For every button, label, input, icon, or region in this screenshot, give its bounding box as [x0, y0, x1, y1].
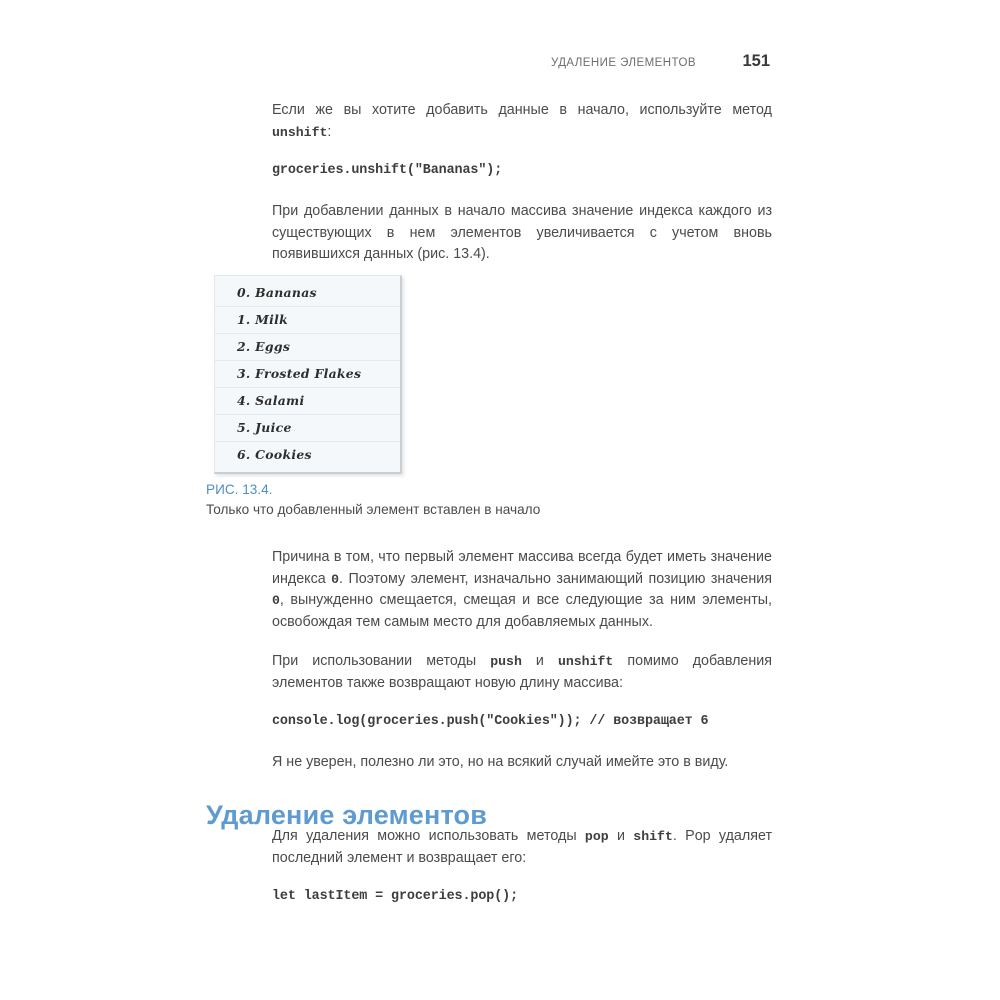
- code-block-unshift-bananas: groceries.unshift("Bananas");: [272, 163, 503, 178]
- paragraph-text-tail: помимо добавления элементов также возвращают новую длину массива:: [272, 653, 773, 691]
- inline-code-shift: shift: [633, 829, 673, 844]
- code-block-let-lastitem: let lastItem = groceries.pop();: [272, 889, 519, 904]
- paragraph-index-shift: При добавлении данных в начало массива значение индекса каждого из существующих в нем элементов увеличивается с учетом вновь появившихся данных (рис. 13.4).: [272, 203, 772, 262]
- paragraph-text: и: [521, 653, 558, 669]
- page-number: 151: [742, 52, 770, 70]
- paragraph-text: Для удаления можно использовать методы: [272, 828, 585, 844]
- figure-caption-text: Только что добавленный элемент вставлен в начало: [206, 502, 541, 517]
- paragraph-pop-shift: [272, 826, 772, 869]
- list-item: 3. Frosted Flakes: [215, 361, 400, 388]
- paragraph-intro-unshift: [272, 100, 772, 143]
- list-item: 5. Juice: [215, 415, 400, 442]
- paragraph-text: Если же вы хотите добавить данные в начало, используйте метод: [272, 102, 772, 118]
- paragraph-text-tail: , вынужденно смещается, смещая и все следующие за ним элементы, освобождая тем самым место для добавляемых данных.: [272, 592, 772, 630]
- figure-box: [214, 275, 402, 474]
- text-column-lower: [272, 826, 772, 927]
- paragraph-text: и: [608, 828, 634, 844]
- code-block-console-log-push: console.log(groceries.push("Cookies")); // возвращает 6: [272, 714, 709, 729]
- paragraph-text-tail: :: [327, 123, 332, 140]
- inline-code-zero-2: 0: [272, 593, 280, 608]
- figure-grocery-list: [214, 275, 402, 474]
- paragraph-push-unshift-return: [272, 651, 772, 694]
- inline-code-pop: pop: [584, 829, 609, 844]
- inline-code-zero-1: 0: [331, 571, 340, 587]
- paragraph-index-zero: [272, 547, 772, 633]
- text-column-middle: [272, 547, 772, 774]
- inline-code-unshift-2: unshift: [557, 654, 614, 669]
- list-item: 4. Salami: [215, 388, 400, 415]
- running-header-title: УДАЛЕНИЕ ЭЛЕМЕНТОВ: [550, 57, 696, 69]
- inline-code-push: push: [490, 654, 522, 669]
- running-header: [272, 52, 770, 71]
- list-item: 0. Bananas: [215, 280, 400, 307]
- figure-caption-label: РИС. 13.4.: [206, 482, 273, 497]
- paragraph-note: Я не уверен, полезно ли это, но на всякий случай имейте это в виду.: [272, 754, 729, 770]
- paragraph-text: . Поэтому элемент, изначально занимающий позицию значения: [339, 570, 772, 587]
- section-heading-removing-elements: Удаление элементов: [206, 800, 488, 831]
- list-item: 1. Milk: [215, 307, 400, 334]
- figure-caption: [206, 480, 766, 519]
- text-column-upper: [272, 100, 772, 266]
- paragraph-text-tail: . Pop удаляет последний элемент и возвращает его:: [272, 828, 772, 866]
- list-item: 6. Cookies: [237, 447, 312, 462]
- list-item: 2. Eggs: [215, 334, 400, 361]
- paragraph-text: Причина в том, что первый элемент массива всегда будет иметь значение индекса: [272, 549, 772, 587]
- inline-code-unshift: unshift: [272, 124, 328, 140]
- paragraph-text: При использовании методы: [272, 653, 491, 669]
